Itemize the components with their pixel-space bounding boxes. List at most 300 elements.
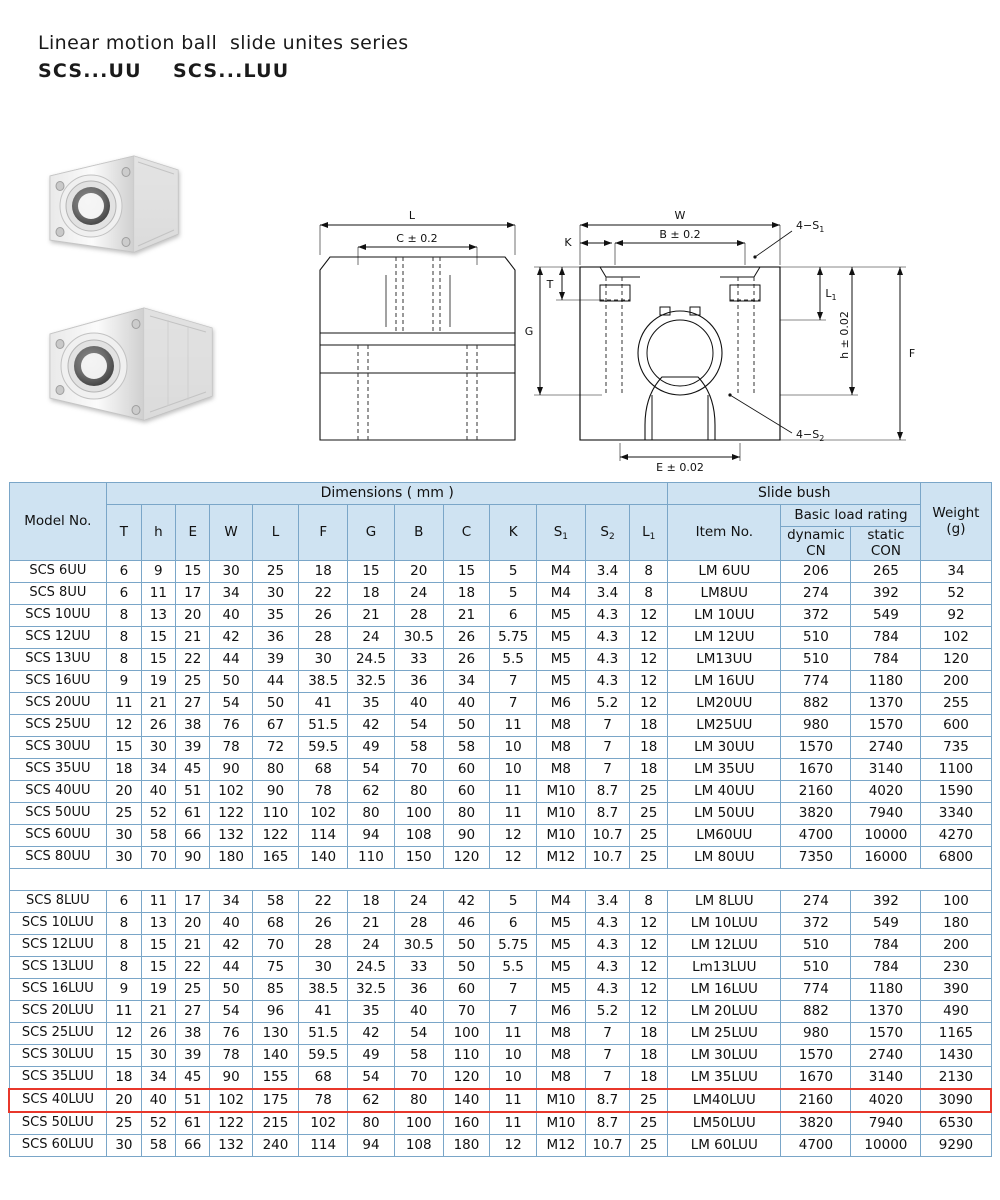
cell-dim-L: 96	[252, 1001, 299, 1023]
cell-dynamic-load: 274	[781, 583, 851, 605]
cell-weight: 230	[921, 957, 991, 979]
cell-dim-B: 40	[394, 693, 443, 715]
cell-dim-W: 90	[210, 1067, 252, 1090]
cell-dim-L: 140	[252, 1045, 299, 1067]
cell-dim-B: 150	[394, 847, 443, 869]
cell-item-no: LM20UU	[668, 693, 781, 715]
cell-dim-S2: 4.3	[585, 649, 629, 671]
cell-dim-S2: 4.3	[585, 979, 629, 1001]
cell-dim-E: 27	[176, 1001, 210, 1023]
cell-dim-W: 132	[210, 1135, 252, 1157]
cell-dim-W: 78	[210, 1045, 252, 1067]
cell-dim-B: 24	[394, 891, 443, 913]
cell-dim-L: 85	[252, 979, 299, 1001]
cell-dim-B: 33	[394, 957, 443, 979]
cell-dim-T: 15	[107, 1045, 141, 1067]
cell-dim-G: 49	[348, 1045, 395, 1067]
cell-dim-G: 94	[348, 825, 395, 847]
cell-dim-F: 30	[299, 957, 348, 979]
header-slide-bush: Slide bush	[668, 483, 921, 505]
table-row	[9, 847, 991, 869]
cell-dim-B: 70	[394, 1067, 443, 1090]
cell-weight: 255	[921, 693, 991, 715]
cell-dim-E: 61	[176, 803, 210, 825]
cell-dim-L1: 25	[630, 803, 668, 825]
drawing-label-T: T	[546, 278, 554, 291]
cell-dim-h: 15	[141, 627, 175, 649]
cell-dim-S1: M4	[536, 561, 585, 583]
cell-dim-L1: 25	[630, 825, 668, 847]
drawing-label-G: G	[524, 325, 534, 338]
cell-model: SCS 16UU	[9, 671, 107, 693]
cell-dim-G: 54	[348, 1067, 395, 1090]
cell-dim-C: 180	[443, 1135, 490, 1157]
cell-dim-S1: M8	[536, 1023, 585, 1045]
cell-model: SCS 30UU	[9, 737, 107, 759]
cell-dim-S1: M6	[536, 693, 585, 715]
cell-dim-L1: 25	[630, 847, 668, 869]
cell-dynamic-load: 372	[781, 605, 851, 627]
table-row	[9, 649, 991, 671]
cell-dim-T: 6	[107, 583, 141, 605]
cell-dim-T: 20	[107, 781, 141, 803]
cell-dim-C: 46	[443, 913, 490, 935]
cell-dim-W: 180	[210, 847, 252, 869]
cell-dim-K: 11	[490, 781, 537, 803]
cell-dim-S1: M12	[536, 847, 585, 869]
cell-item-no: LM8UU	[668, 583, 781, 605]
cell-dim-E: 20	[176, 605, 210, 627]
cell-dim-G: 24.5	[348, 957, 395, 979]
cell-weight: 1165	[921, 1023, 991, 1045]
table-row	[9, 605, 991, 627]
cell-model: SCS 10LUU	[9, 913, 107, 935]
cell-dim-K: 5	[490, 561, 537, 583]
cell-dim-S2: 10.7	[585, 847, 629, 869]
cell-dim-S1: M8	[536, 737, 585, 759]
cell-dim-G: 42	[348, 715, 395, 737]
cell-dim-F: 51.5	[299, 715, 348, 737]
cell-dim-S2: 8.7	[585, 781, 629, 803]
cell-dim-S2: 3.4	[585, 561, 629, 583]
cell-dim-F: 22	[299, 891, 348, 913]
header-dynamic	[781, 527, 851, 561]
cell-dim-L: 72	[252, 737, 299, 759]
table-row	[9, 935, 991, 957]
drawing-label-B: B ± 0.2	[659, 228, 701, 241]
cell-dim-G: 35	[348, 1001, 395, 1023]
cell-weight: 120	[921, 649, 991, 671]
cell-dim-F: 102	[299, 803, 348, 825]
cell-model: SCS 40UU	[9, 781, 107, 803]
cell-dim-W: 44	[210, 957, 252, 979]
cell-dynamic-load: 510	[781, 957, 851, 979]
cell-dim-K: 10	[490, 759, 537, 781]
cell-weight: 9290	[921, 1135, 991, 1157]
drawing-label-C: C ± 0.2	[396, 232, 438, 245]
cell-static-load: 1370	[851, 1001, 921, 1023]
cell-dynamic-load: 510	[781, 649, 851, 671]
cell-dim-F: 38.5	[299, 979, 348, 1001]
cell-dim-W: 54	[210, 693, 252, 715]
cell-dynamic-load: 510	[781, 935, 851, 957]
cell-dim-h: 58	[141, 1135, 175, 1157]
cell-dim-S2: 8.7	[585, 1112, 629, 1135]
cell-dim-S2: 4.3	[585, 935, 629, 957]
cell-dim-S1: M5	[536, 627, 585, 649]
cell-dim-h: 15	[141, 935, 175, 957]
cell-dynamic-load: 774	[781, 979, 851, 1001]
cell-dim-F: 30	[299, 649, 348, 671]
cell-dim-B: 100	[394, 1112, 443, 1135]
cell-dim-C: 34	[443, 671, 490, 693]
header-dimensions: Dimensions ( mm )	[107, 483, 668, 505]
cell-item-no: Lm13LUU	[668, 957, 781, 979]
cell-dim-G: 15	[348, 561, 395, 583]
cell-item-no: LM60UU	[668, 825, 781, 847]
cell-dim-L1: 12	[630, 649, 668, 671]
cell-dim-E: 27	[176, 693, 210, 715]
cell-dim-L: 67	[252, 715, 299, 737]
cell-dim-B: 36	[394, 979, 443, 1001]
cell-static-load: 7940	[851, 1112, 921, 1135]
cell-dim-B: 58	[394, 737, 443, 759]
cell-dim-W: 102	[210, 1089, 252, 1112]
cell-dim-h: 26	[141, 1023, 175, 1045]
table-row	[9, 913, 991, 935]
cell-dim-W: 132	[210, 825, 252, 847]
cell-dim-F: 28	[299, 627, 348, 649]
cell-dim-C: 90	[443, 825, 490, 847]
cell-dim-F: 22	[299, 583, 348, 605]
cell-dim-h: 13	[141, 605, 175, 627]
cell-model: SCS 35LUU	[9, 1067, 107, 1090]
cell-dim-B: 30.5	[394, 627, 443, 649]
cell-weight: 200	[921, 935, 991, 957]
cell-dim-G: 32.5	[348, 979, 395, 1001]
cell-dim-S2: 10.7	[585, 1135, 629, 1157]
cell-weight: 3090	[921, 1089, 991, 1112]
cell-model: SCS 50UU	[9, 803, 107, 825]
cell-dim-T: 6	[107, 561, 141, 583]
table-row	[9, 825, 991, 847]
cell-dim-L1: 8	[630, 561, 668, 583]
cell-item-no: LM 8LUU	[668, 891, 781, 913]
table-row	[9, 759, 991, 781]
technical-drawings	[300, 195, 980, 475]
cell-dim-E: 17	[176, 583, 210, 605]
cell-dim-K: 11	[490, 1089, 537, 1112]
cell-dim-F: 59.5	[299, 1045, 348, 1067]
cell-dynamic-load: 3820	[781, 803, 851, 825]
cell-static-load: 3140	[851, 1067, 921, 1090]
cell-dim-B: 20	[394, 561, 443, 583]
header-dynamic-label: dynamic	[787, 527, 845, 543]
cell-dim-B: 36	[394, 671, 443, 693]
cell-dim-L: 30	[252, 583, 299, 605]
cell-model: SCS 12UU	[9, 627, 107, 649]
cell-dynamic-load: 774	[781, 671, 851, 693]
cell-static-load: 10000	[851, 825, 921, 847]
cell-dim-C: 60	[443, 979, 490, 1001]
cell-dim-T: 12	[107, 715, 141, 737]
table-group-separator	[9, 869, 991, 891]
cell-static-load: 784	[851, 957, 921, 979]
table-row	[9, 583, 991, 605]
table-header-row-1	[9, 483, 991, 505]
cell-dim-S1: M10	[536, 1089, 585, 1112]
cell-dim-h: 34	[141, 1067, 175, 1090]
cell-dim-h: 21	[141, 693, 175, 715]
cell-item-no: LM 80UU	[668, 847, 781, 869]
cell-dim-T: 11	[107, 1001, 141, 1023]
cell-dim-h: 11	[141, 891, 175, 913]
cell-dim-T: 12	[107, 1023, 141, 1045]
cell-dim-K: 10	[490, 737, 537, 759]
cell-dim-h: 58	[141, 825, 175, 847]
table-row	[9, 1045, 991, 1067]
cell-static-load: 784	[851, 935, 921, 957]
header-weight-label: Weight	[932, 505, 980, 521]
cell-dynamic-load: 2160	[781, 1089, 851, 1112]
cell-dim-S2: 10.7	[585, 825, 629, 847]
cell-static-load: 1570	[851, 1023, 921, 1045]
cell-dim-C: 50	[443, 957, 490, 979]
header-dim-W: W	[210, 505, 252, 561]
cell-dim-T: 8	[107, 605, 141, 627]
specification-table	[8, 482, 992, 1157]
cell-dim-E: 20	[176, 913, 210, 935]
cell-dim-B: 28	[394, 605, 443, 627]
cell-dim-h: 15	[141, 649, 175, 671]
cell-dim-S2: 4.3	[585, 913, 629, 935]
cell-static-load: 392	[851, 583, 921, 605]
table-row	[9, 737, 991, 759]
cell-dim-K: 7	[490, 671, 537, 693]
cell-dim-S1: M5	[536, 935, 585, 957]
cell-item-no: LM 40UU	[668, 781, 781, 803]
header-static	[851, 527, 921, 561]
cell-dim-T: 8	[107, 649, 141, 671]
cell-dim-h: 9	[141, 561, 175, 583]
cell-dim-S2: 4.3	[585, 957, 629, 979]
cell-dynamic-load: 372	[781, 913, 851, 935]
cell-dim-h: 15	[141, 957, 175, 979]
cell-dim-L1: 12	[630, 1001, 668, 1023]
header-dim-L1: $L_1$	[630, 505, 668, 561]
header-weight-unit: (g)	[946, 520, 966, 537]
cell-dim-h: 21	[141, 1001, 175, 1023]
header-dim-h: h	[141, 505, 175, 561]
cell-dim-L: 165	[252, 847, 299, 869]
cell-dim-S1: M5	[536, 979, 585, 1001]
cell-model: SCS 8LUU	[9, 891, 107, 913]
cell-dynamic-load: 980	[781, 715, 851, 737]
cell-dim-K: 7	[490, 1001, 537, 1023]
cell-dim-T: 11	[107, 693, 141, 715]
cell-dim-S1: M5	[536, 957, 585, 979]
cell-weight: 490	[921, 1001, 991, 1023]
cell-dim-S1: M10	[536, 1112, 585, 1135]
cell-dim-F: 26	[299, 605, 348, 627]
cell-dim-S2: 7	[585, 1067, 629, 1090]
cell-dim-G: 24	[348, 935, 395, 957]
cell-dim-S1: M12	[536, 1135, 585, 1157]
cell-dim-F: 51.5	[299, 1023, 348, 1045]
cell-dim-K: 11	[490, 1112, 537, 1135]
cell-dim-E: 15	[176, 561, 210, 583]
table-row	[9, 781, 991, 803]
cell-dim-L: 175	[252, 1089, 299, 1112]
cell-model: SCS 16LUU	[9, 979, 107, 1001]
cell-item-no: LM 35UU	[668, 759, 781, 781]
cell-dim-B: 108	[394, 825, 443, 847]
cell-dim-K: 10	[490, 1045, 537, 1067]
cell-dim-L: 70	[252, 935, 299, 957]
cell-dim-T: 8	[107, 627, 141, 649]
header-dynamic-unit: CN	[806, 542, 826, 559]
cell-dim-S1: M10	[536, 825, 585, 847]
cell-dim-h: 19	[141, 671, 175, 693]
cell-dim-S1: M4	[536, 891, 585, 913]
cell-dim-K: 5.75	[490, 627, 537, 649]
cell-static-load: 10000	[851, 1135, 921, 1157]
table-row	[9, 979, 991, 1001]
cell-dim-E: 38	[176, 1023, 210, 1045]
cell-item-no: LM40LUU	[668, 1089, 781, 1112]
cell-static-load: 1370	[851, 693, 921, 715]
cell-weight: 2130	[921, 1067, 991, 1090]
table-row	[9, 1112, 991, 1135]
drawing-label-K: K	[564, 236, 572, 249]
cell-weight: 3340	[921, 803, 991, 825]
cell-dim-C: 50	[443, 715, 490, 737]
cell-dim-E: 51	[176, 781, 210, 803]
header-dim-C: C	[443, 505, 490, 561]
cell-dim-S1: M8	[536, 1045, 585, 1067]
cell-static-load: 16000	[851, 847, 921, 869]
cell-dim-F: 114	[299, 825, 348, 847]
header-dim-S2: $S_2$	[585, 505, 629, 561]
cell-dim-G: 18	[348, 891, 395, 913]
cell-dim-G: 49	[348, 737, 395, 759]
cell-dim-B: 54	[394, 1023, 443, 1045]
cell-dim-K: 11	[490, 715, 537, 737]
cell-dim-T: 20	[107, 1089, 141, 1112]
table-header-row-2	[9, 505, 991, 527]
cell-dim-S2: 7	[585, 759, 629, 781]
cell-dim-S1: M10	[536, 803, 585, 825]
cell-dim-T: 18	[107, 1067, 141, 1090]
cell-dim-K: 11	[490, 1023, 537, 1045]
cell-dim-G: 32.5	[348, 671, 395, 693]
cell-dim-B: 80	[394, 781, 443, 803]
cell-dim-L1: 25	[630, 1112, 668, 1135]
cell-item-no: LM 60LUU	[668, 1135, 781, 1157]
drawing-label-L: L	[408, 209, 416, 222]
cell-dim-S1: M5	[536, 913, 585, 935]
cell-dim-L: 75	[252, 957, 299, 979]
cell-model: SCS 20UU	[9, 693, 107, 715]
cell-dim-L: 90	[252, 781, 299, 803]
cell-dim-C: 18	[443, 583, 490, 605]
cell-dim-h: 40	[141, 781, 175, 803]
cell-dim-W: 76	[210, 715, 252, 737]
cell-dim-h: 34	[141, 759, 175, 781]
cell-static-load: 1180	[851, 671, 921, 693]
header-dim-F: F	[299, 505, 348, 561]
cell-dim-E: 45	[176, 1067, 210, 1090]
cell-dim-T: 30	[107, 1135, 141, 1157]
cell-dim-W: 42	[210, 627, 252, 649]
drawing-label-W: W	[674, 209, 686, 222]
cell-weight: 1590	[921, 781, 991, 803]
cell-dim-L: 44	[252, 671, 299, 693]
cell-weight: 200	[921, 671, 991, 693]
cell-dim-T: 18	[107, 759, 141, 781]
cell-dim-F: 41	[299, 693, 348, 715]
cell-static-load: 549	[851, 605, 921, 627]
cell-dynamic-load: 510	[781, 627, 851, 649]
cell-dim-C: 70	[443, 1001, 490, 1023]
cell-dim-K: 6	[490, 605, 537, 627]
header-model: Model No.	[9, 483, 107, 561]
cell-dim-K: 12	[490, 1135, 537, 1157]
cell-weight: 4270	[921, 825, 991, 847]
cell-weight: 6800	[921, 847, 991, 869]
cell-dim-L1: 12	[630, 671, 668, 693]
cell-dim-K: 12	[490, 847, 537, 869]
cell-dim-E: 45	[176, 759, 210, 781]
cell-item-no: LM 25LUU	[668, 1023, 781, 1045]
cell-dim-W: 30	[210, 561, 252, 583]
cell-dim-h: 26	[141, 715, 175, 737]
cell-item-no: LM 30UU	[668, 737, 781, 759]
cell-model: SCS 12LUU	[9, 935, 107, 957]
cell-dim-B: 100	[394, 803, 443, 825]
cell-dim-E: 25	[176, 671, 210, 693]
product-photo-scs-luu	[40, 300, 220, 440]
cell-dim-T: 30	[107, 825, 141, 847]
table-row	[9, 715, 991, 737]
cell-dim-E: 22	[176, 649, 210, 671]
table-row	[9, 1135, 991, 1157]
cell-dim-L1: 18	[630, 759, 668, 781]
cell-dim-K: 7	[490, 979, 537, 1001]
cell-dim-S1: M6	[536, 1001, 585, 1023]
cell-dim-F: 41	[299, 1001, 348, 1023]
cell-dim-S1: M8	[536, 1067, 585, 1090]
cell-dim-W: 40	[210, 605, 252, 627]
cell-dim-S2: 7	[585, 737, 629, 759]
cell-dim-B: 108	[394, 1135, 443, 1157]
cell-dim-C: 60	[443, 781, 490, 803]
cell-model: SCS 80UU	[9, 847, 107, 869]
cell-dim-C: 50	[443, 935, 490, 957]
cell-dim-S2: 4.3	[585, 627, 629, 649]
cell-dim-W: 102	[210, 781, 252, 803]
cell-dim-G: 21	[348, 913, 395, 935]
cell-dynamic-load: 2160	[781, 781, 851, 803]
cell-weight: 735	[921, 737, 991, 759]
cell-model: SCS 50LUU	[9, 1112, 107, 1135]
cell-dim-F: 26	[299, 913, 348, 935]
cell-model: SCS 10UU	[9, 605, 107, 627]
cell-model: SCS 20LUU	[9, 1001, 107, 1023]
drawing-label-E: E ± 0.02	[656, 461, 704, 474]
cell-dim-L1: 18	[630, 1045, 668, 1067]
cell-dim-S2: 3.4	[585, 583, 629, 605]
